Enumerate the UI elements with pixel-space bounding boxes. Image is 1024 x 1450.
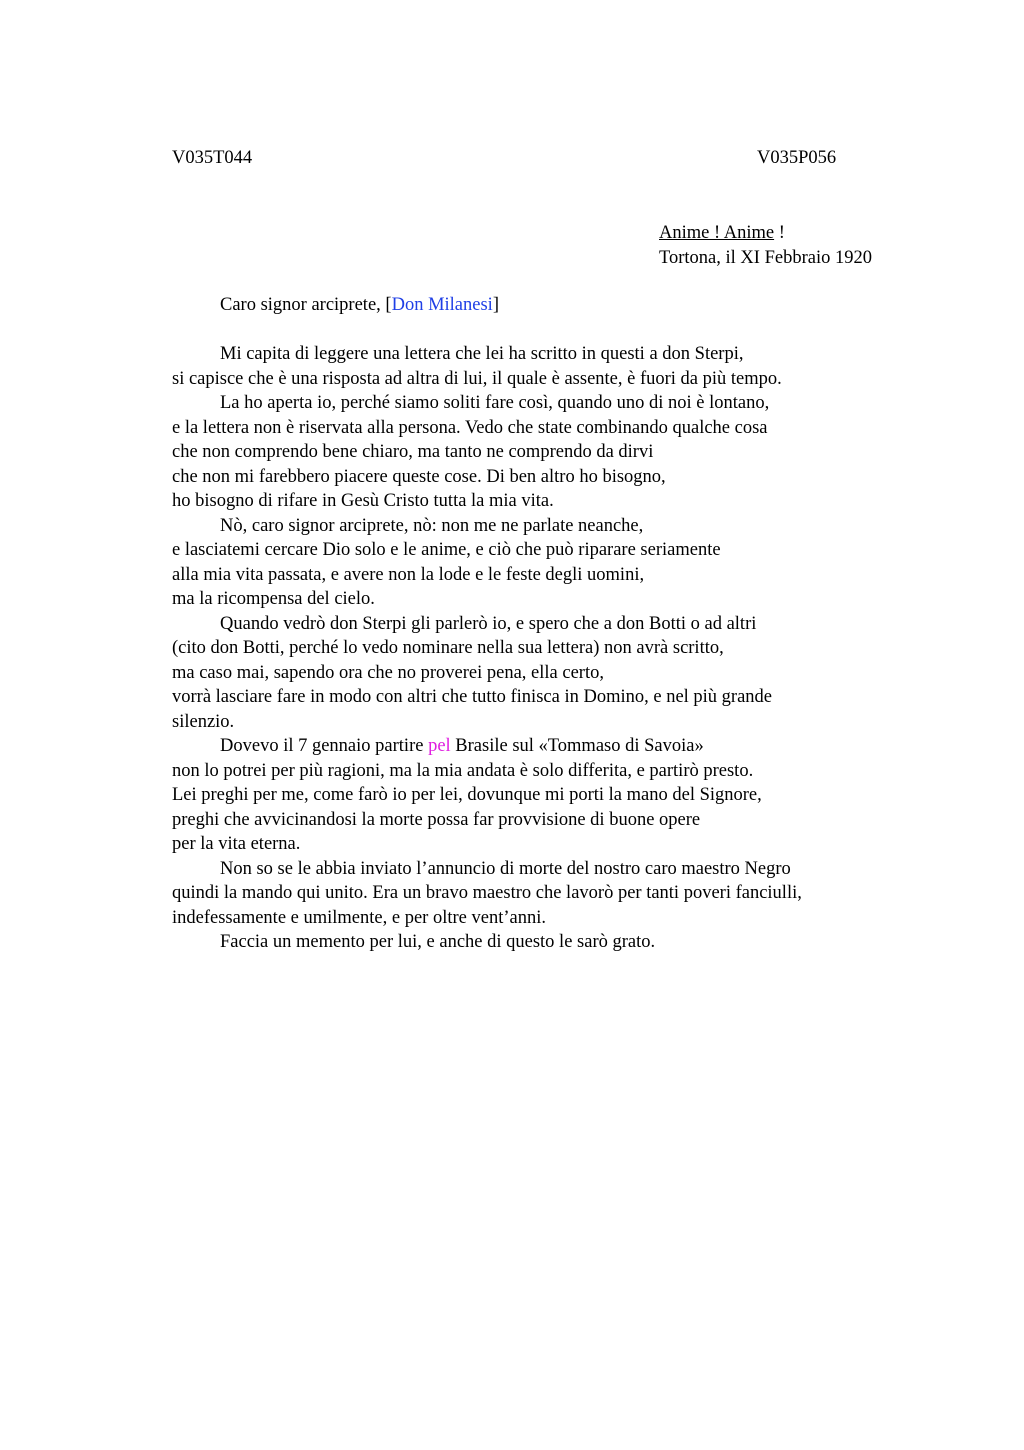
body-line: Quando vedrò don Sterpi gli parlerò io, e spero che a don Botti o ad altri [220, 613, 757, 634]
dovevo-before: Dovevo il 7 gennaio partire [220, 736, 429, 756]
body-line: Non so se le abbia inviato l’annuncio di morte del nostro caro maestro Negro [220, 858, 791, 879]
body-line: Faccia un memento per lui, e anche di questo le sarò grato. [220, 932, 656, 952]
body-line: silenzio. [172, 711, 235, 732]
salutation [220, 293, 499, 318]
body-line: ma la ricompensa del cielo. [172, 589, 375, 609]
letter-body [172, 342, 912, 955]
motto-exclamation: ! [774, 223, 785, 243]
salutation-recipient: Don Milanesi [391, 295, 493, 315]
body-line: ho bisogno di rifare in Gesù Cristo tutta la mia vita. [172, 491, 554, 511]
salutation-prefix: Caro signor arciprete, [ [220, 295, 392, 315]
salutation-suffix: ] [492, 295, 499, 315]
motto-underlined: Anime ! Anime [659, 223, 775, 243]
body-line: vorrà lasciare fare in modo con altri che tutto finisca in Domino, e nel più grande [172, 687, 773, 707]
body-line: preghi che avvicinandosi la morte possa far provvisione di buone opere [172, 809, 701, 830]
dovevo-after: Brasile sul «Tommaso di Savoia» [450, 736, 704, 756]
body-line: per la vita eterna. [172, 834, 301, 854]
letter-heading [659, 221, 872, 270]
body-line: alla mia vita passata, e avere non la lode e le feste degli uomini, [172, 564, 645, 585]
motto-line [659, 221, 872, 246]
body-line: che non comprendo bene chiaro, ma tanto ne comprendo da dirvi [172, 442, 654, 462]
document-code-left: V035T044 [172, 148, 253, 168]
body-line-dovevo [172, 734, 912, 759]
body-line: La ho aperta io, perché siamo soliti fare così, quando uno di noi è lontano, [220, 393, 770, 413]
body-line: quindi la mando qui unito. Era un bravo maestro che lavorò per tanti poveri fanciulli, [172, 883, 802, 903]
body-line: Mi capita di leggere una lettera che lei ha scritto in questi a don Sterpi, [220, 344, 744, 364]
body-line: e lasciatemi cercare Dio solo e le anime, e ciò che può riparare seriamente [172, 540, 721, 560]
body-line: Nò, caro signor arciprete, nò: non me ne parlate neanche, [220, 515, 644, 536]
body-line: non lo potrei per più ragioni, ma la mia andata è solo differita, e partirò presto. [172, 760, 754, 781]
body-line: e la lettera non è riservata alla persona. Vedo che state combinando qualche cosa [172, 417, 768, 438]
body-line: che non mi farebbero piacere queste cose. Di ben altro ho bisogno, [172, 466, 666, 487]
highlighted-word: pel [428, 736, 451, 756]
body-line: si capisce che è una risposta ad altra di lui, il quale è assente, è fuori da più tempo. [172, 368, 782, 389]
body-line: (cito don Botti, perché lo vedo nominare nella sua lettera) non avrà scritto, [172, 638, 724, 658]
place-date: Tortona, il XI Febbraio 1920 [659, 247, 872, 268]
body-line: indefessamente e umilmente, e per oltre vent’anni. [172, 907, 546, 928]
body-line: ma caso mai, sapendo ora che no proverei pena, ella certo, [172, 662, 604, 683]
document-code-right: V035P056 [757, 148, 837, 168]
body-line: Lei preghi per me, come farò io per lei, dovunque mi porti la mano del Signore, [172, 785, 762, 805]
